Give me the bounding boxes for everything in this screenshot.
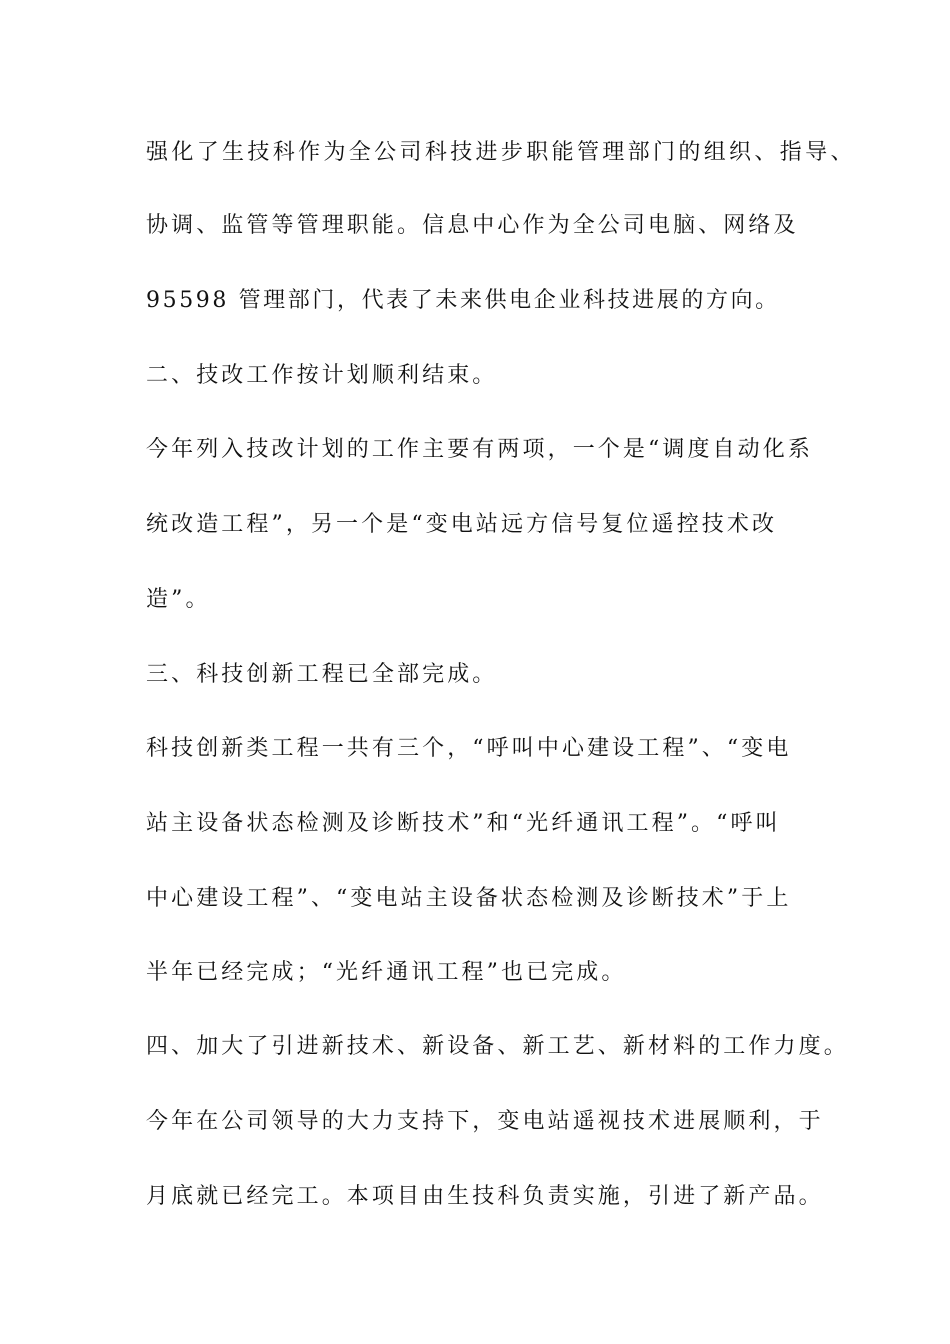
paragraph-line: 半年已经完成；“光纤通讯工程”也已完成。 xyxy=(146,960,627,985)
paragraph-line: 95598 管理部门，代表了未来供电企业科技进展的方向。 xyxy=(146,288,780,313)
paragraph-line: 站主设备状态检测及诊断技术”和“光纤通讯工程”。“呼叫 xyxy=(146,811,781,836)
paragraph-line: 统改造工程”，另一个是“变电站远方信号复位遥控技术改 xyxy=(146,512,778,537)
section-heading: 三、科技创新工程已全部完成。 xyxy=(146,662,498,687)
paragraph-line: 今年列入技改计划的工作主要有两项，一个是“调度自动化系 xyxy=(146,437,813,462)
section-heading: 二、技改工作按计划顺利结束。 xyxy=(146,363,498,388)
section-heading: 四、加大了引进新技术、新设备、新工艺、新材料的工作力度。 xyxy=(146,1034,849,1059)
paragraph-line: 科技创新类工程一共有三个，“呼叫中心建设工程”、“变电 xyxy=(146,736,792,761)
paragraph-line: 强化了生技科作为全公司科技进步职能管理部门的组织、指导、 xyxy=(146,140,856,165)
paragraph-line: 月底就已经完工。本项目由生技科负责实施，引进了新产品。 xyxy=(146,1184,824,1209)
paragraph-line: 中心建设工程”、“变电站主设备状态检测及诊断技术”于上 xyxy=(146,886,792,911)
paragraph-line: 造”。 xyxy=(146,587,211,612)
paragraph-line: 协调、监管等管理职能。信息中心作为全公司电脑、网络及 xyxy=(146,213,799,238)
paragraph-line: 今年在公司领导的大力支持下，变电站遥视技术进展顺利，于 xyxy=(146,1109,824,1134)
